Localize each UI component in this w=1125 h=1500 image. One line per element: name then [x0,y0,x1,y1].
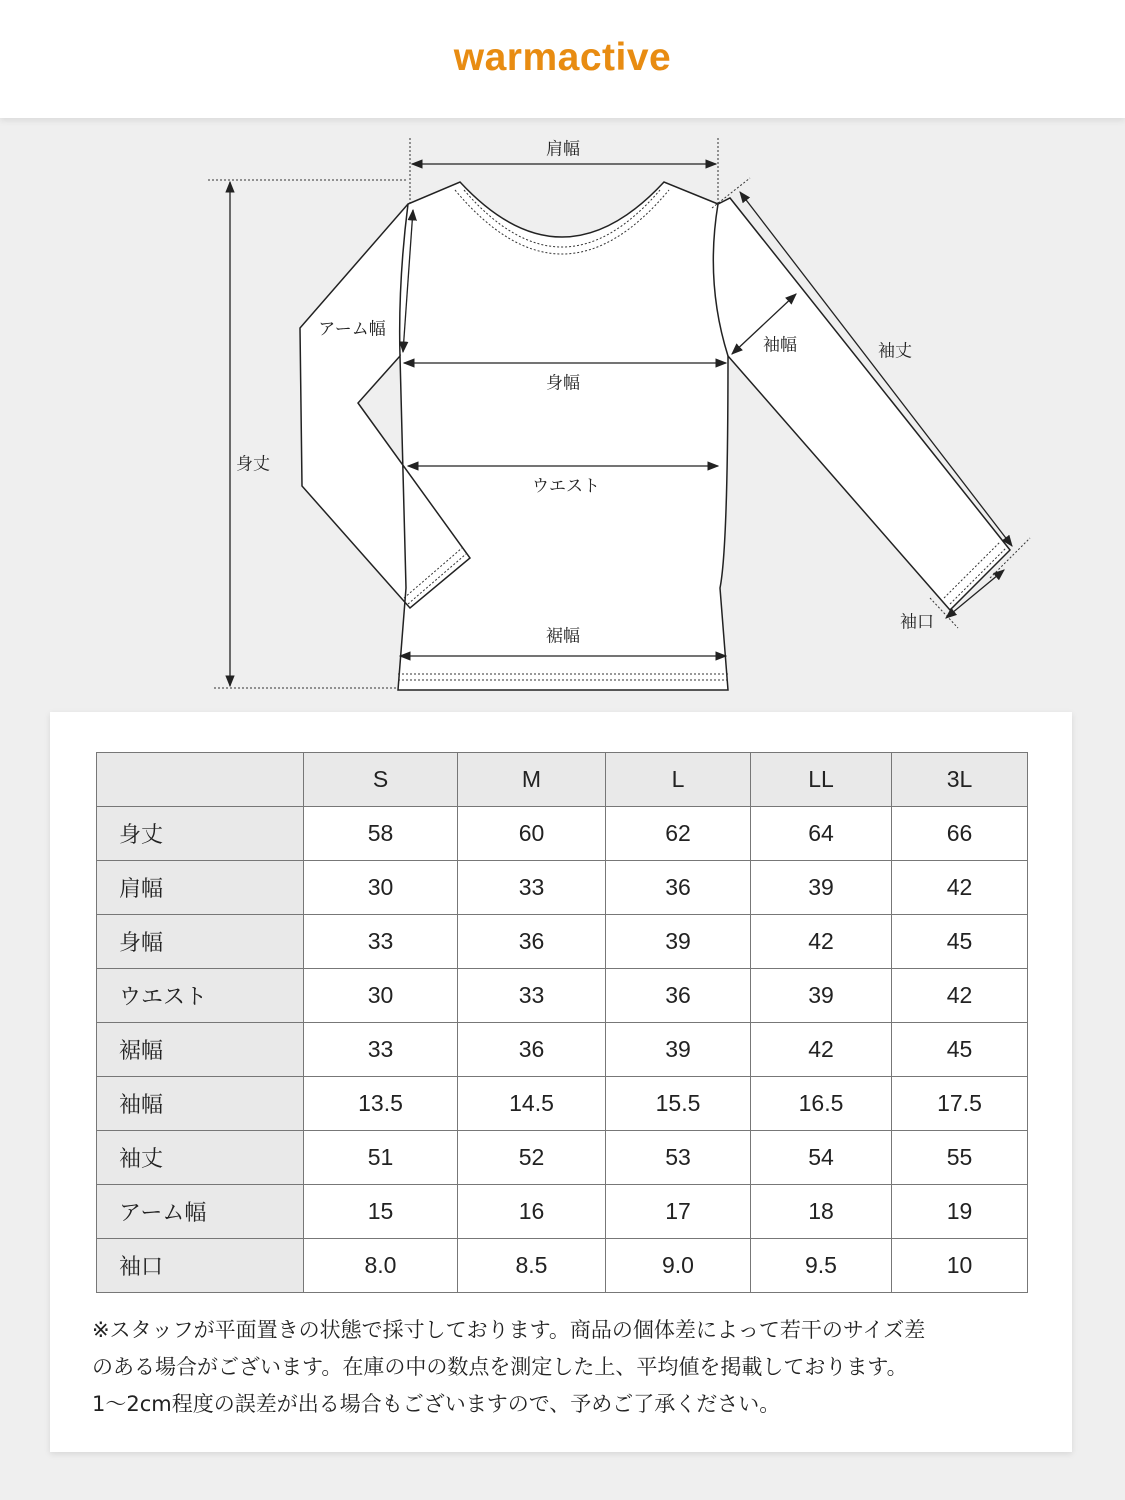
table-cell: 33 [458,861,606,915]
table-cell: 39 [751,969,892,1023]
table-cell: 17 [606,1185,751,1239]
table-cell: 33 [458,969,606,1023]
table-cell: 60 [458,807,606,861]
table-cell: 16 [458,1185,606,1239]
table-cell: 42 [892,861,1028,915]
row-label: 袖幅 [97,1077,304,1131]
table-cell: 36 [458,915,606,969]
label-cuff: 袖口 [900,612,934,633]
table-cell: 64 [751,807,892,861]
shirt-illustration [0,118,1125,708]
row-label: 裾幅 [97,1023,304,1077]
table-cell: 13.5 [304,1077,458,1131]
table-row [97,1131,1028,1185]
size-header: 3L [892,753,1028,807]
table-cell: 30 [304,861,458,915]
label-waist: ウエスト [532,476,600,497]
table-cell: 58 [304,807,458,861]
measurement-note [92,1312,1042,1423]
table-cell: 62 [606,807,751,861]
size-header: L [606,753,751,807]
table-cell: 54 [751,1131,892,1185]
table-cell: 33 [304,1023,458,1077]
table-row [97,969,1028,1023]
brand-logo: warmactive [453,36,672,79]
row-label: アーム幅 [97,1185,304,1239]
table-row [97,1185,1028,1239]
note-line: 1〜2cm程度の誤差が出る場合もございますので、予めご了承ください。 [92,1392,781,1416]
table-cell: 66 [892,807,1028,861]
table-row [97,807,1028,861]
table-cell: 36 [606,861,751,915]
header [0,0,1125,118]
size-header: S [304,753,458,807]
note-line: のある場合がございます。在庫の中の数点を測定した上、平均値を掲載しております。 [92,1355,908,1379]
size-chart-card [50,712,1072,1452]
table-cell: 53 [606,1131,751,1185]
table-cell: 39 [606,1023,751,1077]
row-label: 肩幅 [97,861,304,915]
row-label: 身幅 [97,915,304,969]
table-cell: 16.5 [751,1077,892,1131]
table-cell: 18 [751,1185,892,1239]
table-cell: 10 [892,1239,1028,1293]
table-cell: 39 [751,861,892,915]
label-hem-width: 裾幅 [546,626,580,647]
size-header-row [97,753,1028,807]
table-row [97,1023,1028,1077]
label-sleeve-width: 袖幅 [763,335,797,356]
size-header: LL [751,753,892,807]
table-cell: 45 [892,915,1028,969]
size-header: M [458,753,606,807]
table-cell: 42 [892,969,1028,1023]
garment-diagram [0,118,1125,708]
table-cell: 14.5 [458,1077,606,1131]
label-body-width: 身幅 [546,373,580,394]
table-cell: 52 [458,1131,606,1185]
table-cell: 19 [892,1185,1028,1239]
table-cell: 36 [606,969,751,1023]
table-cell: 9.0 [606,1239,751,1293]
table-cell: 33 [304,915,458,969]
note-line: ※スタッフが平面置きの状態で採寸しております。商品の個体差によって若干のサイズ差 [92,1318,926,1342]
size-table [96,752,1028,1293]
table-row [97,915,1028,969]
table-row [97,1239,1028,1293]
table-cell: 39 [606,915,751,969]
table-cell: 17.5 [892,1077,1028,1131]
table-row [97,1077,1028,1131]
table-cell: 8.0 [304,1239,458,1293]
table-cell: 42 [751,915,892,969]
table-cell: 15 [304,1185,458,1239]
table-cell: 55 [892,1131,1028,1185]
table-row [97,861,1028,915]
table-cell: 51 [304,1131,458,1185]
label-sleeve-length: 袖丈 [878,341,912,362]
table-cell: 36 [458,1023,606,1077]
row-label: 袖口 [97,1239,304,1293]
table-cell: 30 [304,969,458,1023]
row-label: ウエスト [97,969,304,1023]
row-label: 袖丈 [97,1131,304,1185]
table-cell: 8.5 [458,1239,606,1293]
table-cell: 45 [892,1023,1028,1077]
table-cell: 9.5 [751,1239,892,1293]
table-cell: 42 [751,1023,892,1077]
label-body-length: 身丈 [236,454,270,475]
row-label: 身丈 [97,807,304,861]
label-arm-width: アーム幅 [318,319,386,340]
label-shoulder-width: 肩幅 [546,139,580,160]
corner-cell [97,753,304,807]
table-cell: 15.5 [606,1077,751,1131]
